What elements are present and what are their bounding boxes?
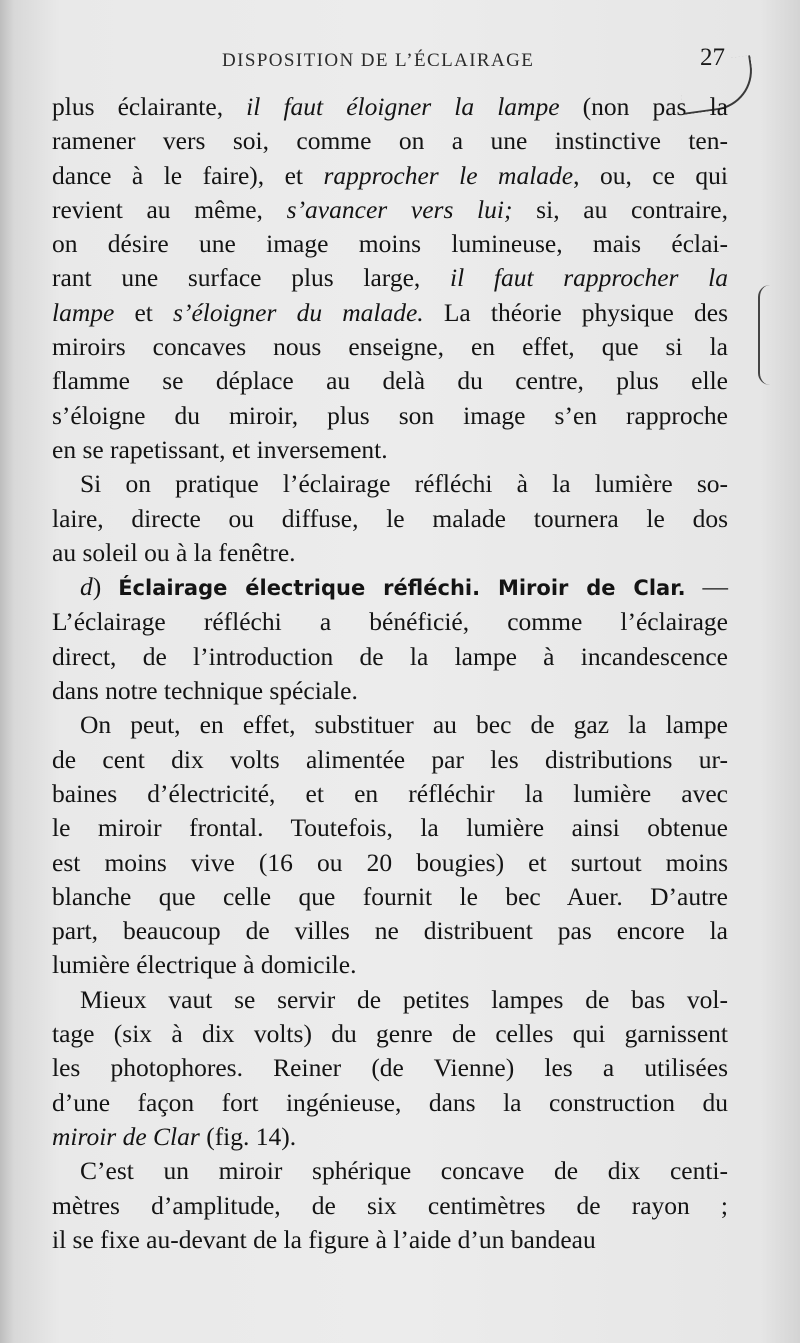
text-run: blanche que celle que fournit le bec Auer. D’autre (52, 881, 728, 911)
text-line (52, 1017, 728, 1051)
text-run: on désire une image moins lumineuse, mais éclai- (52, 229, 728, 259)
text-line (52, 1086, 728, 1120)
text-line (52, 296, 728, 330)
paragraph-p1 (52, 90, 728, 467)
text-line (52, 159, 728, 193)
text-run: de cent dix volts alimentée par les distributions ur- (52, 744, 728, 774)
page-number: 27 (700, 44, 725, 71)
margin-bracket-mark (758, 285, 774, 385)
text-run: les photophores. Reiner (de Vienne) les a utilisées (52, 1053, 728, 1083)
text-line (52, 708, 728, 742)
text-line (52, 948, 728, 982)
italic-run: s’avancer vers lui; (286, 194, 513, 224)
paragraph-p5 (52, 983, 728, 1154)
text-line (52, 433, 728, 467)
italic-run: d (80, 572, 93, 602)
text-run: est moins vive (16 ou 20 bougies) et surtout moins (52, 847, 728, 877)
text-line (52, 1223, 728, 1257)
paragraph-p4 (52, 708, 728, 982)
text-line (52, 1051, 728, 1085)
text-line (52, 227, 728, 261)
text-line (52, 605, 728, 639)
text-run: tage (six à dix volts) du genre de celles qui garnissent (52, 1019, 728, 1049)
body-text (52, 90, 728, 1257)
text-run: et (114, 297, 174, 327)
text-line (52, 502, 728, 536)
paragraph-p3 (52, 570, 728, 708)
italic-run: miroir de Clar (52, 1121, 200, 1151)
text-line (52, 846, 728, 880)
text-run: flamme se déplace au delà du centre, plus elle (52, 366, 728, 396)
text-run: en se rapetissant, et inversement. (52, 434, 388, 464)
italic-run: rapprocher le malade (323, 160, 574, 190)
text-line (52, 811, 728, 845)
text-run: Mieux vaut se servir de petites lampes de bas vol- (80, 984, 728, 1014)
text-run: (non pas la (559, 92, 728, 121)
text-run: dans notre technique spéciale. (52, 676, 358, 706)
text-run: d’une façon fort ingénieuse, dans la construction du (52, 1087, 728, 1117)
text-line (52, 364, 728, 398)
text-run: le miroir frontal. Toutefois, la lumière ainsi obtenue (52, 813, 728, 843)
paragraph-p6 (52, 1154, 728, 1257)
bold-heading-run: Éclairage électrique réfléchi. Miroir de Clar. (118, 576, 686, 601)
text-line (52, 193, 728, 227)
text-run: L’éclairage réfléchi a bénéficié, comme l’éclairage (52, 607, 728, 637)
text-run: baines d’électricité, et en réfléchir la lumière avec (52, 778, 728, 808)
text-run: C’est un miroir sphérique concave de dix centi- (80, 1156, 728, 1186)
text-run: au soleil ou à la fenêtre. (52, 537, 296, 567)
text-run: rant une surface plus large, (52, 263, 450, 293)
text-line (52, 124, 728, 158)
text-run: On peut, en effet, substituer au bec de gaz la lampe (80, 710, 728, 740)
text-line (52, 90, 728, 124)
text-run: revient au même, (52, 194, 287, 224)
text-line (52, 467, 728, 501)
text-line (52, 983, 728, 1017)
text-line (52, 536, 728, 570)
text-run: La théorie physique des (423, 297, 729, 327)
text-line (52, 1189, 728, 1223)
text-line (52, 1120, 728, 1154)
italic-run: lampe (52, 297, 115, 327)
text-run: (fig. 14). (199, 1121, 297, 1151)
text-line (52, 674, 728, 708)
text-line (52, 914, 728, 948)
text-run: il se fixe au-devant de la figure à l’aide d’un bandeau (52, 1224, 596, 1254)
text-line (52, 261, 728, 295)
text-run: — (685, 572, 729, 602)
text-run: miroirs concaves nous enseigne, en effet, que si la (52, 332, 728, 362)
text-run: laire, directe ou diffuse, le malade tournera le dos (52, 503, 728, 533)
text-line (52, 330, 728, 364)
text-run: s’éloigne du miroir, plus son image s’en rapproche (52, 400, 728, 430)
text-line (52, 743, 728, 777)
italic-run: il faut éloigner la lampe (246, 92, 560, 121)
italic-run: s’éloigner du malade. (173, 297, 424, 327)
text-run: mètres d’amplitude, de six centimètres de rayon ; (52, 1190, 728, 1220)
text-run: plus éclairante, (52, 92, 247, 121)
text-run: ) (92, 572, 119, 602)
text-run: direct, de l’introduction de la lampe à incandescence (52, 641, 728, 671)
text-run: ramener vers soi, comme on a une instinctive ten- (52, 126, 728, 156)
text-run: , ou, ce qui (573, 160, 728, 190)
text-line (52, 880, 728, 914)
text-run: lumière électrique à domicile. (52, 950, 357, 980)
text-run: Si on pratique l’éclairage réfléchi à la lumière so- (80, 469, 728, 499)
text-line (52, 777, 728, 811)
text-line (52, 570, 728, 605)
italic-run: il faut rapprocher la (450, 263, 728, 293)
text-run: dance à le faire), et (52, 160, 324, 190)
text-line (52, 399, 728, 433)
paragraph-p2 (52, 467, 728, 570)
text-line (52, 1154, 728, 1188)
text-run: si, au contraire, (512, 194, 729, 224)
text-run: part, beaucoup de villes ne distribuent pas encore la (52, 916, 728, 946)
text-line (52, 640, 728, 674)
running-head: DISPOSITION DE L’ÉCLAIRAGE (222, 50, 535, 71)
